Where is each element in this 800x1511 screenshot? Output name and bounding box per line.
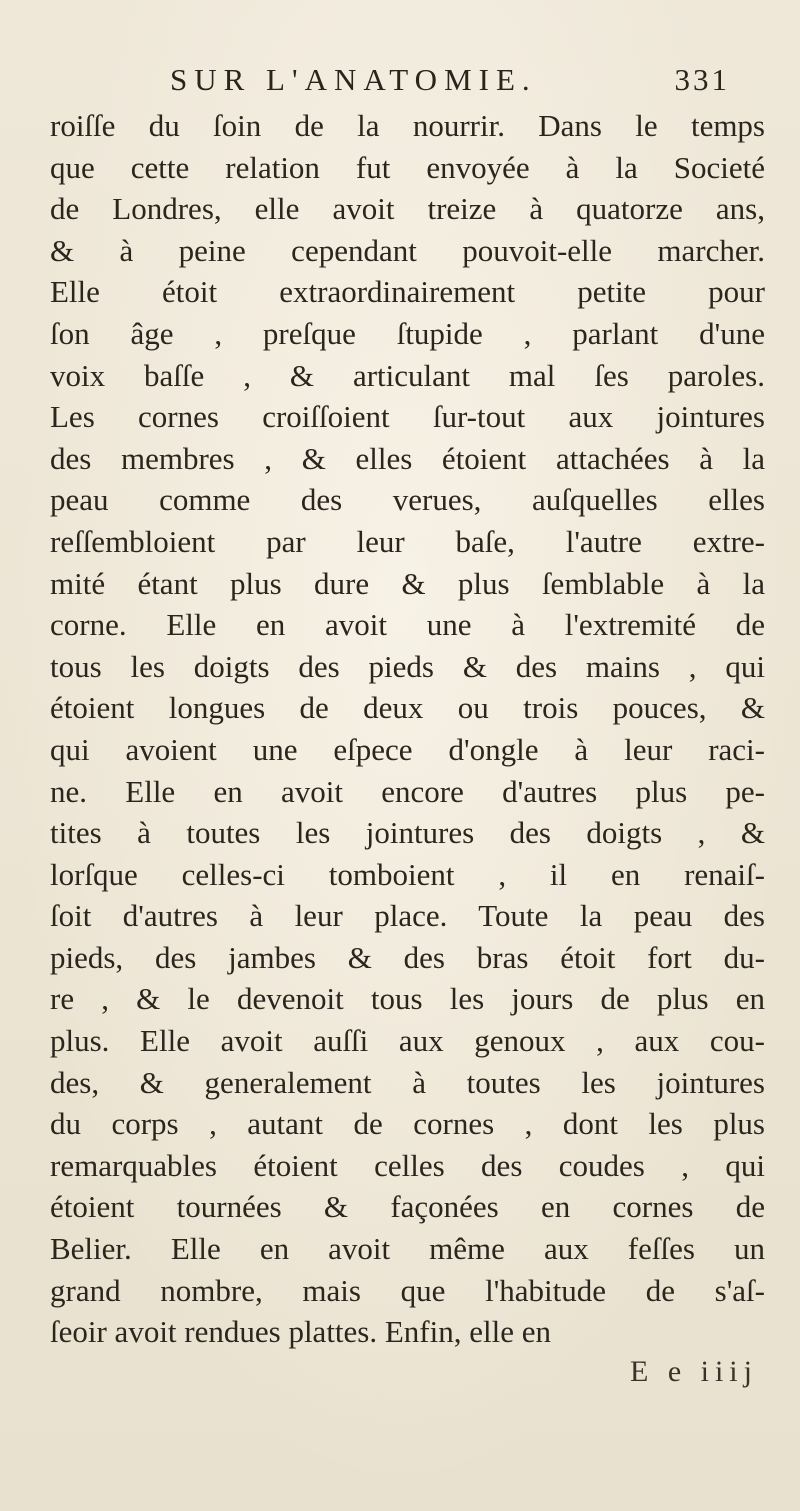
running-title: SUR L'ANATOMIE.: [170, 62, 537, 97]
text-line: grand nombre, mais que l'habitude de s'aſ-: [50, 1272, 765, 1308]
text-line: & à peine cependant pouvoit-elle marcher.: [50, 232, 765, 268]
text-line: roiſſe du ſoin de la nourrir. Dans le temps: [50, 108, 765, 143]
text-line: lorſque celles-ci tomboient , il en renaiſ-: [50, 856, 765, 892]
text-line: peau comme des verues, auſquelles elles: [50, 482, 765, 518]
text-line: ne. Elle en avoit encore d'autres plus pe-: [50, 773, 765, 809]
body-text: [50, 105, 765, 1353]
text-line: pieds, des jambes & des bras étoit fort du-: [50, 939, 765, 975]
text-line: tites à toutes les jointures des doigts , &: [50, 815, 765, 851]
text-line: qui avoient une eſpece d'ongle à leur raci-: [50, 731, 765, 767]
text-line: tous les doigts des pieds & des mains , qui: [50, 648, 765, 684]
text-line: que cette relation fut envoyée à la Societé: [50, 149, 765, 185]
text-line: étoient tournées & façonées en cornes de: [50, 1189, 765, 1225]
text-line: de Londres, elle avoit treize à quatorze ans,: [50, 191, 765, 227]
text-line: ſon âge , preſque ſtupide , parlant d'une: [50, 315, 765, 351]
text-line: remarquables étoient celles des coudes , qui: [50, 1147, 765, 1183]
signature-mark: E e iiij: [630, 1355, 758, 1388]
text-line: Les cornes croiſſoient ſur-tout aux jointures: [50, 399, 765, 435]
text-line: des, & generalement à toutes les jointures: [50, 1064, 765, 1100]
text-line: plus. Elle avoit auſſi aux genoux , aux cou-: [50, 1023, 765, 1059]
text-line: mité étant plus dure & plus ſemblable à la: [50, 565, 765, 601]
text-line: étoient longues de deux ou trois pouces, &: [50, 690, 765, 726]
page-header: [170, 62, 730, 102]
page-number: 331: [674, 62, 730, 97]
text-line: ſeoir avoit rendues plattes. Enfin, elle en: [50, 1314, 551, 1350]
text-line: re , & le devenoit tous les jours de plus en: [50, 981, 765, 1017]
text-line: des membres , & elles étoient attachées à la: [50, 440, 765, 476]
text-line: Elle étoit extraordinairement petite pour: [50, 274, 765, 310]
text-line: ſoit d'autres à leur place. Toute la peau des: [50, 898, 765, 934]
text-line: Belier. Elle en avoit même aux feſſes un: [50, 1231, 765, 1267]
text-line: du corps , autant de cornes , dont les plus: [50, 1106, 765, 1142]
text-line: corne. Elle en avoit une à l'extremité de: [50, 607, 765, 643]
text-line: reſſembloient par leur baſe, l'autre extre-: [50, 523, 765, 559]
text-line: voix baſſe , & articulant mal ſes paroles.: [50, 357, 765, 393]
